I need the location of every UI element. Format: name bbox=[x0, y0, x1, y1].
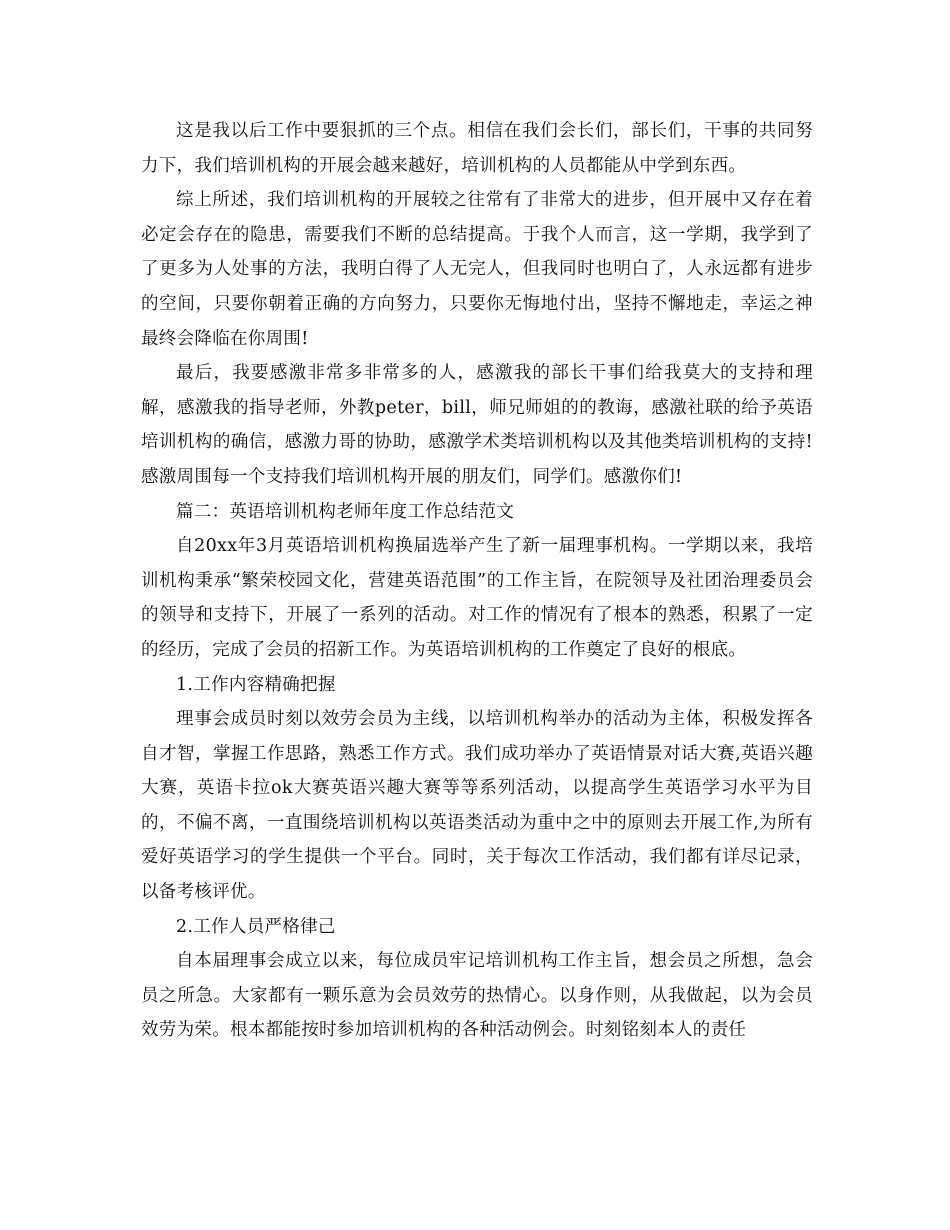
section-heading-part-two: 篇二：英语培训机构老师年度工作总结范文 bbox=[176, 501, 515, 522]
paragraph-5: 自20xx年3月英语培训机构换届选举产生了新一届理事机构。一学期以来，我培训机构秉承“繁荣校园文化，营建英语范围”的工作主旨，在院领导及社团治理委员会的领导和支持下，开展了一系列的活动。对工作的情况有了根本的熟悉，积累了一定的经历，完成了会员的招新工作。为英语培训机构的工作奠定了良好的根底。 bbox=[141, 536, 813, 660]
paragraph-2: 综上所述，我们培训机构的开展较之往常有了非常大的进步，但开展中又存在着必定会存在的隐患，需要我们不断的总结提高。于我个人而言，这一学期，我学到了了更多为人处事的方法，我明白得了人无完人，但我同时也明白了，人永远都有进步的空间，只要你朝着正确的方向努力，只要你无悔地付出，坚持不懈地走，幸运之神最终会降临在你周围! bbox=[141, 190, 813, 349]
subheading-2: 2.工作人员严格律己 bbox=[176, 916, 336, 937]
paragraph-9: 自本届理事会成立以来，每位成员牢记培训机构工作主旨，想会员之所想，急会员之所急。大家都有一颗乐意为会员效劳的热情心。以身作则，从我做起，以为会员效劳为荣。根本都能按时参加培训机构的各种活动例会。时刻铭刻本人的责任 bbox=[141, 951, 813, 1041]
document-body bbox=[141, 114, 813, 1048]
subheading-1: 1.工作内容精确把握 bbox=[176, 674, 336, 695]
paragraph-3: 最后，我要感激非常多非常多的人，感激我的部长干事们给我莫大的支持和理解，感激我的指导老师，外教peter，bill，师兄师姐的的教诲，感激社联的给予英语培训机构的确信，感激力哥的协助，感激学术类培训机构以及其他类培训机构的支持!感激周围每一个支持我们培训机构开展的朋友们，同学们。感激你们! bbox=[141, 363, 813, 487]
paragraph-1: 这是我以后工作中要狠抓的三个点。相信在我们会长们，部长们，干事的共同努力下，我们培训机构的开展会越来越好，培训机构的人员都能从中学到东西。 bbox=[141, 121, 813, 176]
paragraph-7: 理事会成员时刻以效劳会员为主线，以培训机构举办的活动为主体，积极发挥各自才智，掌握工作思路，熟悉工作方式。我们成功举办了英语情景对话大赛,英语兴趣大赛，英语卡拉ok大赛英语兴趣大赛等等系列活动，以提高学生英语学习水平为目的，不偏不离，一直围绕培训机构以英语类活动为重中之中的原则去开展工作,为所有爱好英语学习的学生提供一个平台。同时，关于每次工作活动，我们都有详尽记录，以备考核评优。 bbox=[141, 709, 813, 903]
